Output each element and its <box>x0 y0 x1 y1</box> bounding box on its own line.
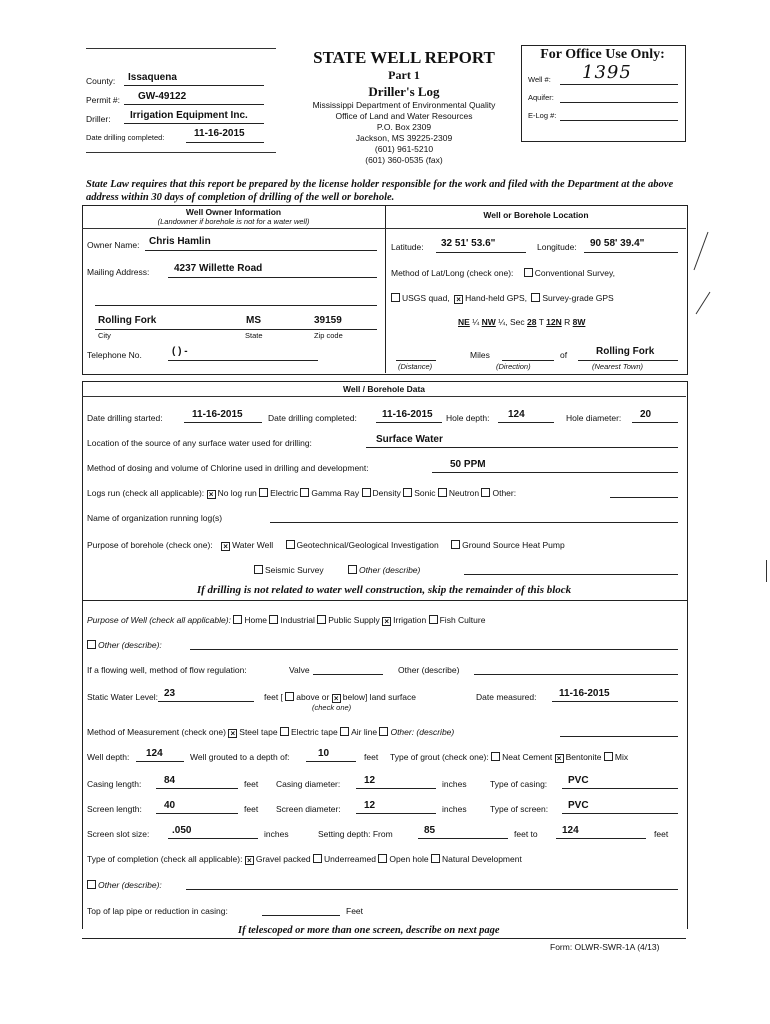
well-purpose-public-option[interactable] <box>317 615 380 625</box>
valve-label: Valve <box>289 665 310 675</box>
form-id: Form: OLWR-SWR-1A (4/13) <box>550 942 660 952</box>
bentonite-checkbox-checked[interactable]: × <box>555 754 564 763</box>
grout-type-label: Type of grout (check one): <box>390 752 489 762</box>
quarter-sym-a: ¼ <box>472 317 480 327</box>
well-purpose-fish-checkbox[interactable] <box>429 615 438 624</box>
latitude-label: Latitude: <box>391 242 424 252</box>
telephone-value: ( ) - <box>172 346 188 357</box>
mailing-address-value: 4237 Willette Road <box>174 263 263 274</box>
below-checkbox-checked[interactable]: × <box>332 694 341 703</box>
neat-cement-label: Neat Cement <box>502 752 553 762</box>
casing-length-label: Casing length: <box>87 779 142 789</box>
purpose-heat-pump-label: Ground Source Heat Pump <box>462 540 565 550</box>
measurement-method-label: Method of Measurement (check one) <box>87 727 226 737</box>
well-purpose-industrial-option[interactable] <box>269 615 315 625</box>
margin-mark <box>766 560 767 582</box>
screen-length-label: Screen length: <box>87 804 142 814</box>
telescoped-note: If telescoped or more than one screen, describe on next page <box>238 925 500 936</box>
static-level-value: 23 <box>164 688 176 699</box>
well-purpose-home-checkbox[interactable] <box>233 615 242 624</box>
conventional-survey-label: Conventional Survey, <box>534 268 615 278</box>
natural-development-option[interactable] <box>431 854 522 864</box>
above-label: above or <box>296 692 330 702</box>
screen-diameter-value: 12 <box>364 800 376 811</box>
bentonite-label: Bentonite <box>565 752 602 762</box>
usgs-quad-label: USGS quad, <box>402 293 450 303</box>
screen-length-value: 40 <box>164 800 176 811</box>
electric-tape-option[interactable] <box>280 727 338 737</box>
purpose-geotech-checkbox[interactable] <box>286 540 295 549</box>
mix-checkbox[interactable] <box>604 752 613 761</box>
casing-length-feet: feet <box>244 779 259 789</box>
screen-inches: inches <box>442 804 467 814</box>
township-label: T <box>538 317 544 327</box>
gps-checkbox-checked[interactable]: × <box>454 295 463 304</box>
well-purpose-industrial-label: Industrial <box>280 615 315 625</box>
open-hole-label: Open hole <box>389 854 429 864</box>
slot-inches: inches <box>264 829 289 839</box>
flow-other-label: Other (describe) <box>398 665 460 675</box>
well-purpose-label: Purpose of Well (check all applicable): <box>87 615 231 625</box>
usgs-quad-option[interactable] <box>391 293 450 303</box>
completion-type-label: Type of completion (check all applicable): <box>87 854 243 864</box>
owner-state-label: State <box>245 331 263 340</box>
check-one-note: (check one) <box>312 703 352 712</box>
latitude-value: 32 51' 53.6" <box>441 238 496 249</box>
gravel-packed-checkbox-checked[interactable]: × <box>245 856 254 865</box>
owner-city-label: City <box>98 331 111 340</box>
date-completed2-label: Date drilling completed: <box>268 413 357 423</box>
air-line-checkbox[interactable] <box>340 727 349 736</box>
casing-diameter-value: 12 <box>364 775 376 786</box>
well-purpose-fish-label: Fish Culture <box>439 615 486 625</box>
setting-to-value: 124 <box>562 825 579 836</box>
below-option[interactable] <box>332 692 416 702</box>
log-neutron-label: Neutron <box>448 488 480 498</box>
measure-other-label: Other: (describe) <box>390 727 455 737</box>
measurement-method-row <box>87 727 454 738</box>
latlong-method-text: Method of Lat/Long (check one): <box>391 268 514 278</box>
report-title: STATE WELL REPORT <box>313 48 495 67</box>
electric-tape-checkbox[interactable] <box>280 727 289 736</box>
state-law-notice: State Law requires that this report be prepared by the license holder responsible for the work and filed with the Department at the above address within 30 days of completion of drilling of the well or borehole. <box>86 179 674 203</box>
setting-feet-to: feet to <box>514 829 538 839</box>
gravel-packed-label: Gravel packed <box>255 854 311 864</box>
gravel-packed-option[interactable] <box>245 854 311 864</box>
well-purpose-other-option[interactable] <box>87 640 162 650</box>
casing-type-label: Type of casing: <box>490 779 548 789</box>
casing-length-value: 84 <box>164 775 176 786</box>
well-purpose-row <box>87 615 485 626</box>
date-measured-label: Date measured: <box>476 692 537 702</box>
log-no-log-label: No log run <box>217 488 257 498</box>
well-purpose-irrigation-checkbox-checked[interactable]: × <box>382 617 391 626</box>
well-purpose-irrigation-option[interactable] <box>382 615 426 625</box>
hole-depth-value: 124 <box>508 409 525 420</box>
aquifer-label: Aquifer: <box>528 93 554 102</box>
lap-pipe-label: Top of lap pipe or reduction in casing: <box>87 906 228 916</box>
usgs-quad-checkbox[interactable] <box>391 293 400 302</box>
well-depth-label: Well depth: <box>87 752 130 762</box>
office-name: Office of Land and Water Resources <box>335 111 473 121</box>
neat-cement-option[interactable] <box>491 752 552 762</box>
grouted-value: 10 <box>318 748 330 759</box>
log-density-label: Density <box>372 488 401 498</box>
date-completed2-value: 11-16-2015 <box>382 409 433 420</box>
steel-tape-label: Steel tape <box>239 727 278 737</box>
purpose-seismic-checkbox[interactable] <box>254 565 263 574</box>
purpose-other-checkbox[interactable] <box>348 565 357 574</box>
air-line-label: Air line <box>351 727 378 737</box>
hole-diameter-value: 20 <box>640 409 652 420</box>
log-org-label: Name of organization running log(s) <box>87 513 223 523</box>
completion-other-checkbox[interactable] <box>87 880 96 889</box>
gps-option[interactable] <box>454 293 527 303</box>
screen-type-value: PVC <box>568 800 589 811</box>
survey-gps-checkbox[interactable] <box>531 293 540 302</box>
bentonite-option[interactable] <box>555 752 602 762</box>
borehole-purpose-label: Purpose of borehole (check one): <box>87 540 213 550</box>
date-completed-value: 11-16-2015 <box>194 128 245 139</box>
open-hole-checkbox[interactable] <box>378 854 387 863</box>
survey-gps-label: Survey-grade GPS <box>542 293 614 303</box>
purpose-water-well-checkbox-checked[interactable]: × <box>221 542 230 551</box>
screen-diameter-label: Screen diameter: <box>276 804 341 814</box>
screen-type-label: Type of screen: <box>490 804 549 814</box>
conventional-survey-option[interactable] <box>524 268 615 278</box>
slot-size-value: .050 <box>172 825 192 836</box>
township-value: 12N <box>546 317 562 327</box>
log-other-checkbox[interactable] <box>481 488 490 497</box>
logs-run-row <box>87 488 516 499</box>
measure-other-checkbox[interactable] <box>379 727 388 736</box>
static-level-label: Static Water Level: <box>87 692 159 702</box>
setting-from-value: 85 <box>424 825 436 836</box>
water-source-label: Location of the source of any surface water used for drilling: <box>87 438 312 448</box>
location-section-title: Well or Borehole Location <box>483 210 589 220</box>
above-checkbox[interactable] <box>285 692 294 701</box>
well-purpose-home-option[interactable] <box>233 615 267 625</box>
purpose-other-option[interactable] <box>348 565 420 575</box>
driller-label: Driller: <box>86 114 111 124</box>
log-gamma-checkbox[interactable] <box>300 488 309 497</box>
neat-cement-checkbox[interactable] <box>491 752 500 761</box>
of-label: of <box>560 350 568 360</box>
report-subtitle: Driller's Log <box>368 84 440 99</box>
log-electric-checkbox[interactable] <box>259 488 268 497</box>
margin-tick-marks <box>690 230 712 320</box>
owner-zip-label: Zip code <box>314 331 343 340</box>
underreamed-checkbox[interactable] <box>313 854 322 863</box>
purpose-water-well-option[interactable] <box>221 540 273 550</box>
latlong-methods-row <box>391 293 614 304</box>
log-density-option[interactable] <box>362 488 401 498</box>
purpose-seismic-option[interactable] <box>254 565 324 575</box>
well-purpose-public-checkbox[interactable] <box>317 615 326 624</box>
date-started-label: Date drilling started: <box>87 413 163 423</box>
electric-tape-label: Electric tape <box>290 727 338 737</box>
completion-other-option[interactable] <box>87 880 162 890</box>
log-other-label: Other: <box>492 488 517 498</box>
phone: (601) 961-5210 <box>374 144 434 154</box>
natural-development-label: Natural Development <box>441 854 522 864</box>
latlong-method-label <box>391 268 615 278</box>
screen-length-feet: feet <box>244 804 259 814</box>
steel-tape-checkbox-checked[interactable]: × <box>228 729 237 738</box>
well-purpose-other-label: Other (describe): <box>98 640 162 650</box>
borehole-section-title: Well / Borehole Data <box>342 384 426 394</box>
grout-type-row <box>390 752 628 763</box>
elog-label: E-Log #: <box>528 111 557 120</box>
purpose-heat-pump-checkbox[interactable] <box>451 540 460 549</box>
flow-regulation-label: If a flowing well, method of flow regulation: <box>87 665 247 675</box>
well-purpose-fish-option[interactable] <box>429 615 486 625</box>
lap-pipe-feet: Feet <box>346 906 364 916</box>
log-gamma-option[interactable] <box>300 488 359 498</box>
dept-name: Mississippi Department of Environmental Quality <box>312 100 496 110</box>
borehole-purpose-row <box>87 540 565 551</box>
owner-city-value: Rolling Fork <box>98 315 157 326</box>
log-sonic-label: Sonic <box>414 488 436 498</box>
grouted-label: Well grouted to a depth of: <box>190 752 290 762</box>
logs-run-label: Logs run (check all applicable): <box>87 488 205 498</box>
gps-label: Hand-held GPS, <box>465 293 528 303</box>
driller-value: Irrigation Equipment Inc. <box>130 110 248 121</box>
nearest-town-value: Rolling Fork <box>596 346 655 357</box>
well-purpose-public-label: Public Supply <box>328 615 380 625</box>
owner-section-title: Well Owner Information <box>185 207 282 217</box>
open-hole-option[interactable] <box>378 854 428 864</box>
air-line-option[interactable] <box>340 727 377 737</box>
well-no-label: Well #: <box>528 75 551 84</box>
permit-label: Permit #: <box>86 95 121 105</box>
grouted-feet-label: feet <box>364 752 379 762</box>
mailing-address-label: Mailing Address: <box>87 267 150 277</box>
permit-value: GW-49122 <box>138 91 187 102</box>
borehole-purpose-row2 <box>254 565 420 575</box>
quarter-1: NE <box>458 317 470 327</box>
office-use-title: For Office Use Only: <box>540 47 665 62</box>
purpose-heat-pump-option[interactable] <box>451 540 565 550</box>
county-value: Issaquena <box>128 72 177 83</box>
completion-other-label: Other (describe): <box>98 880 162 890</box>
quarter-2: NW <box>481 317 496 327</box>
longitude-label: Longitude: <box>537 242 577 252</box>
log-density-checkbox[interactable] <box>362 488 371 497</box>
purpose-geotech-label: Geotechnical/Geological Investigation <box>296 540 439 550</box>
date-started-value: 11-16-2015 <box>192 409 243 420</box>
owner-name-label: Owner Name: <box>87 240 140 250</box>
miles-label: Miles <box>470 350 490 360</box>
owner-section-note: (Landowner if borehole is not for a water well) <box>157 217 310 226</box>
county-label: County: <box>86 76 116 86</box>
range-label: R <box>564 317 571 327</box>
well-purpose-irrigation-label: Irrigation <box>393 615 427 625</box>
well-depth-value: 124 <box>146 748 163 759</box>
longitude-value: 90 58' 39.4" <box>590 238 645 249</box>
log-sonic-checkbox[interactable] <box>403 488 412 497</box>
hole-depth-label: Hole depth: <box>446 413 490 423</box>
date-measured-value: 11-16-2015 <box>559 688 610 699</box>
underreamed-option[interactable] <box>313 854 376 864</box>
well-purpose-other-checkbox[interactable] <box>87 640 96 649</box>
mix-label: Mix <box>614 752 629 762</box>
log-no-log-option[interactable] <box>207 488 257 498</box>
range-value: 8W <box>572 317 586 327</box>
date-completed-label: Date drilling completed: <box>86 133 165 142</box>
log-gamma-label: Gamma Ray <box>311 488 360 498</box>
survey-gps-option[interactable] <box>531 293 613 303</box>
setting-to-feet: feet <box>654 829 669 839</box>
direction-label: (Direction) <box>496 362 531 371</box>
log-neutron-checkbox[interactable] <box>438 488 447 497</box>
skip-block-note: If drilling is not related to water well construction, skip the remainder of this block <box>196 584 572 596</box>
feet-bracket-label: feet [ <box>264 692 283 702</box>
quarter-sym-b: ¼, Sec <box>498 317 525 327</box>
section-number: 28 <box>527 317 537 327</box>
city-address: Jackson, MS 39225-2309 <box>355 133 453 143</box>
purpose-water-well-label: Water Well <box>232 540 274 550</box>
static-level-units-row <box>264 692 416 703</box>
purpose-other-label: Other (describe) <box>358 565 421 575</box>
casing-inches: inches <box>442 779 467 789</box>
log-electric-label: Electric <box>270 488 299 498</box>
report-part: Part 1 <box>388 68 420 82</box>
conventional-survey-checkbox[interactable] <box>524 268 533 277</box>
casing-diameter-label: Casing diameter: <box>276 779 341 789</box>
po-box: P.O. Box 2309 <box>376 122 432 132</box>
well-purpose-home-label: Home <box>244 615 268 625</box>
chlorine-value: 50 PPM <box>450 459 486 470</box>
underreamed-label: Underreamed <box>324 854 376 864</box>
log-neutron-option[interactable] <box>438 488 479 498</box>
log-electric-option[interactable] <box>259 488 298 498</box>
purpose-seismic-label: Seismic Survey <box>265 565 324 575</box>
owner-name-value: Chris Hamlin <box>149 236 211 247</box>
log-other-option[interactable] <box>481 488 516 498</box>
setting-depth-label: Setting depth: From <box>318 829 393 839</box>
chlorine-label: Method of dosing and volume of Chlorine used in drilling and development: <box>87 463 369 473</box>
above-option[interactable] <box>285 692 329 702</box>
measure-other-option[interactable] <box>379 727 454 737</box>
fax: (601) 360-0535 (fax) <box>365 155 443 165</box>
water-source-value: Surface Water <box>376 434 443 445</box>
below-label: below] land surface <box>342 692 416 702</box>
owner-zip-value: 39159 <box>314 315 342 326</box>
well-purpose-industrial-checkbox[interactable] <box>269 615 278 624</box>
owner-state-value: MS <box>246 315 261 326</box>
natural-development-checkbox[interactable] <box>431 854 440 863</box>
hole-diameter-label: Hole diameter: <box>566 413 622 423</box>
steel-tape-option[interactable] <box>228 727 277 737</box>
completion-type-row <box>87 854 522 865</box>
casing-type-value: PVC <box>568 775 589 786</box>
log-sonic-option[interactable] <box>403 488 435 498</box>
log-no-log-checkbox-checked[interactable]: × <box>207 490 216 499</box>
slot-size-label: Screen slot size: <box>87 829 150 839</box>
telephone-label: Telephone No. <box>87 350 142 360</box>
mix-option[interactable] <box>604 752 628 762</box>
section-township-range <box>458 317 585 327</box>
distance-label: (Distance) <box>398 362 433 371</box>
purpose-geotech-option[interactable] <box>286 540 439 550</box>
well-no-value: 1395 <box>582 62 632 83</box>
nearest-town-label: (Nearest Town) <box>592 362 643 371</box>
